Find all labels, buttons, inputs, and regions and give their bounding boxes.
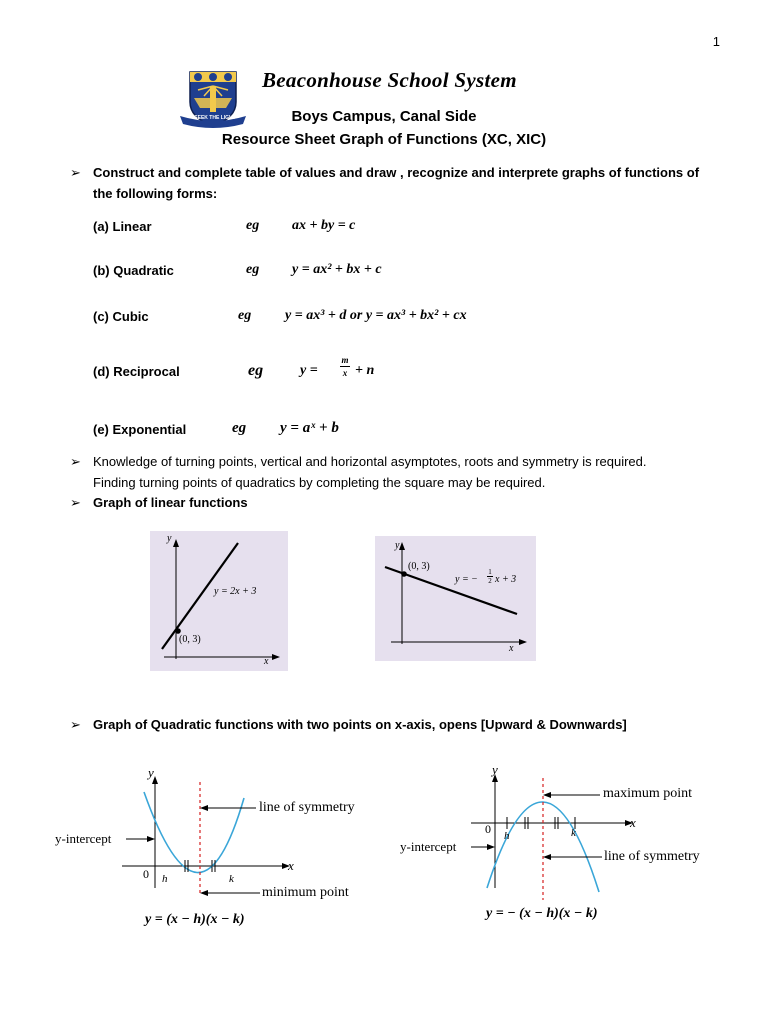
form-label-exponential: (e) Exponential xyxy=(93,422,187,437)
quad-up-equation: y = (x − h)(x − k) xyxy=(145,912,245,927)
linear1-line-label: y = 2x + 3 xyxy=(214,586,257,597)
bullet1-line1: Construct and complete table of values and draw , recognize and interprete graphs of functions of xyxy=(93,165,700,180)
form-label-cubic: (c) Cubic xyxy=(93,309,149,324)
linear2-point-label: (0, 3) xyxy=(408,561,430,572)
school-name: Beaconhouse School System xyxy=(262,68,517,92)
quad-down-maximum-point-label: maximum point xyxy=(603,786,693,801)
form-eg-cubic: eg xyxy=(238,308,252,323)
bullet2-text xyxy=(93,451,743,493)
bullet2-line2: Finding turning points of quadratics by completing the square may be required. xyxy=(93,475,546,490)
campus-name: Boys Campus, Canal Side xyxy=(291,108,477,125)
logo-motto: SEEK THE LIGHT xyxy=(194,115,236,121)
quad-up-k-label: k xyxy=(229,873,234,885)
form-formula-quadratic: y = ax² + bx + c xyxy=(292,262,382,277)
form-label-quadratic: (b) Quadratic xyxy=(93,263,174,278)
page-number: 1 xyxy=(712,34,720,49)
linear2-x-axis-label: x xyxy=(509,643,514,654)
quad-down-k-label: k xyxy=(571,827,576,839)
quad-up-x-axis-label: x xyxy=(288,858,294,873)
linear2-frac-num: 1 xyxy=(488,568,492,576)
bullet-arrow-icon: ➢ xyxy=(70,717,81,732)
linear1-point-label: (0, 3) xyxy=(179,634,201,645)
quad-down-y-intercept-label: y-intercept xyxy=(400,839,457,854)
form-formula-reciprocal-lhs: y = xyxy=(300,363,318,378)
linear1-y-axis-label: y xyxy=(167,533,172,544)
quad-down-h-label: h xyxy=(504,830,510,842)
bullet-arrow-icon: ➢ xyxy=(70,454,81,469)
quad-down-y-axis-label: y xyxy=(492,762,498,777)
form-eg-linear: eg xyxy=(246,218,260,233)
bullet-arrow-icon: ➢ xyxy=(70,495,81,510)
quadratic-downward-graph xyxy=(395,760,735,910)
bullet2-line1: Knowledge of turning points, vertical and horizontal asymptotes, roots and symmetry is required. xyxy=(93,454,647,469)
form-formula-cubic: y = ax³ + d or y = ax³ + bx² + cx xyxy=(285,308,467,323)
quad-down-x-axis-label: x xyxy=(630,815,636,830)
quad-up-origin-label: 0 xyxy=(143,867,149,881)
form-reciprocal-denominator: x xyxy=(342,368,348,378)
form-eg-reciprocal: eg xyxy=(248,362,264,379)
form-eg-quadratic: eg xyxy=(246,262,260,277)
form-label-linear: (a) Linear xyxy=(93,219,152,234)
form-formula-exponential: y = aˣ + b xyxy=(280,420,339,436)
quad-down-origin-label: 0 xyxy=(485,822,491,836)
form-reciprocal-numerator: m xyxy=(341,355,349,365)
quad-up-y-axis-label: y xyxy=(148,765,154,780)
linear2-line-label-lhs: y = − xyxy=(455,574,478,585)
sheet-title: Resource Sheet Graph of Functions (XC, XIC) xyxy=(221,131,547,148)
linear2-y-axis-label: y xyxy=(395,540,400,551)
quad-up-h-label: h xyxy=(162,873,168,885)
linear2-frac-den: 2 xyxy=(488,577,492,585)
bullet4-text: Graph of Quadratic functions with two points on x-axis, opens [Upward & Downwards] xyxy=(93,717,627,732)
bullet1-line2: the following forms: xyxy=(93,186,218,201)
form-formula-linear: ax + by = c xyxy=(292,218,356,233)
form-label-reciprocal: (d) Reciprocal xyxy=(93,364,180,379)
linear-graph-1 xyxy=(150,531,288,671)
bullet1-text xyxy=(93,162,733,204)
linear1-x-axis-label: x xyxy=(264,656,269,667)
quad-up-minimum-point-label: minimum point xyxy=(262,885,349,900)
bullet3-text: Graph of linear functions xyxy=(93,495,248,510)
linear2-line-label-rhs: x + 3 xyxy=(495,574,517,585)
quad-down-equation: y = − (x − h)(x − k) xyxy=(486,906,598,921)
form-eg-exponential: eg xyxy=(232,420,247,436)
bullet-arrow-icon: ➢ xyxy=(70,165,81,180)
quad-up-line-of-symmetry-label: line of symmetry xyxy=(259,800,355,815)
quad-down-line-of-symmetry-label: line of symmetry xyxy=(604,849,700,864)
quad-up-y-intercept-label: y-intercept xyxy=(55,831,112,846)
form-formula-reciprocal-rhs: + n xyxy=(355,363,375,378)
